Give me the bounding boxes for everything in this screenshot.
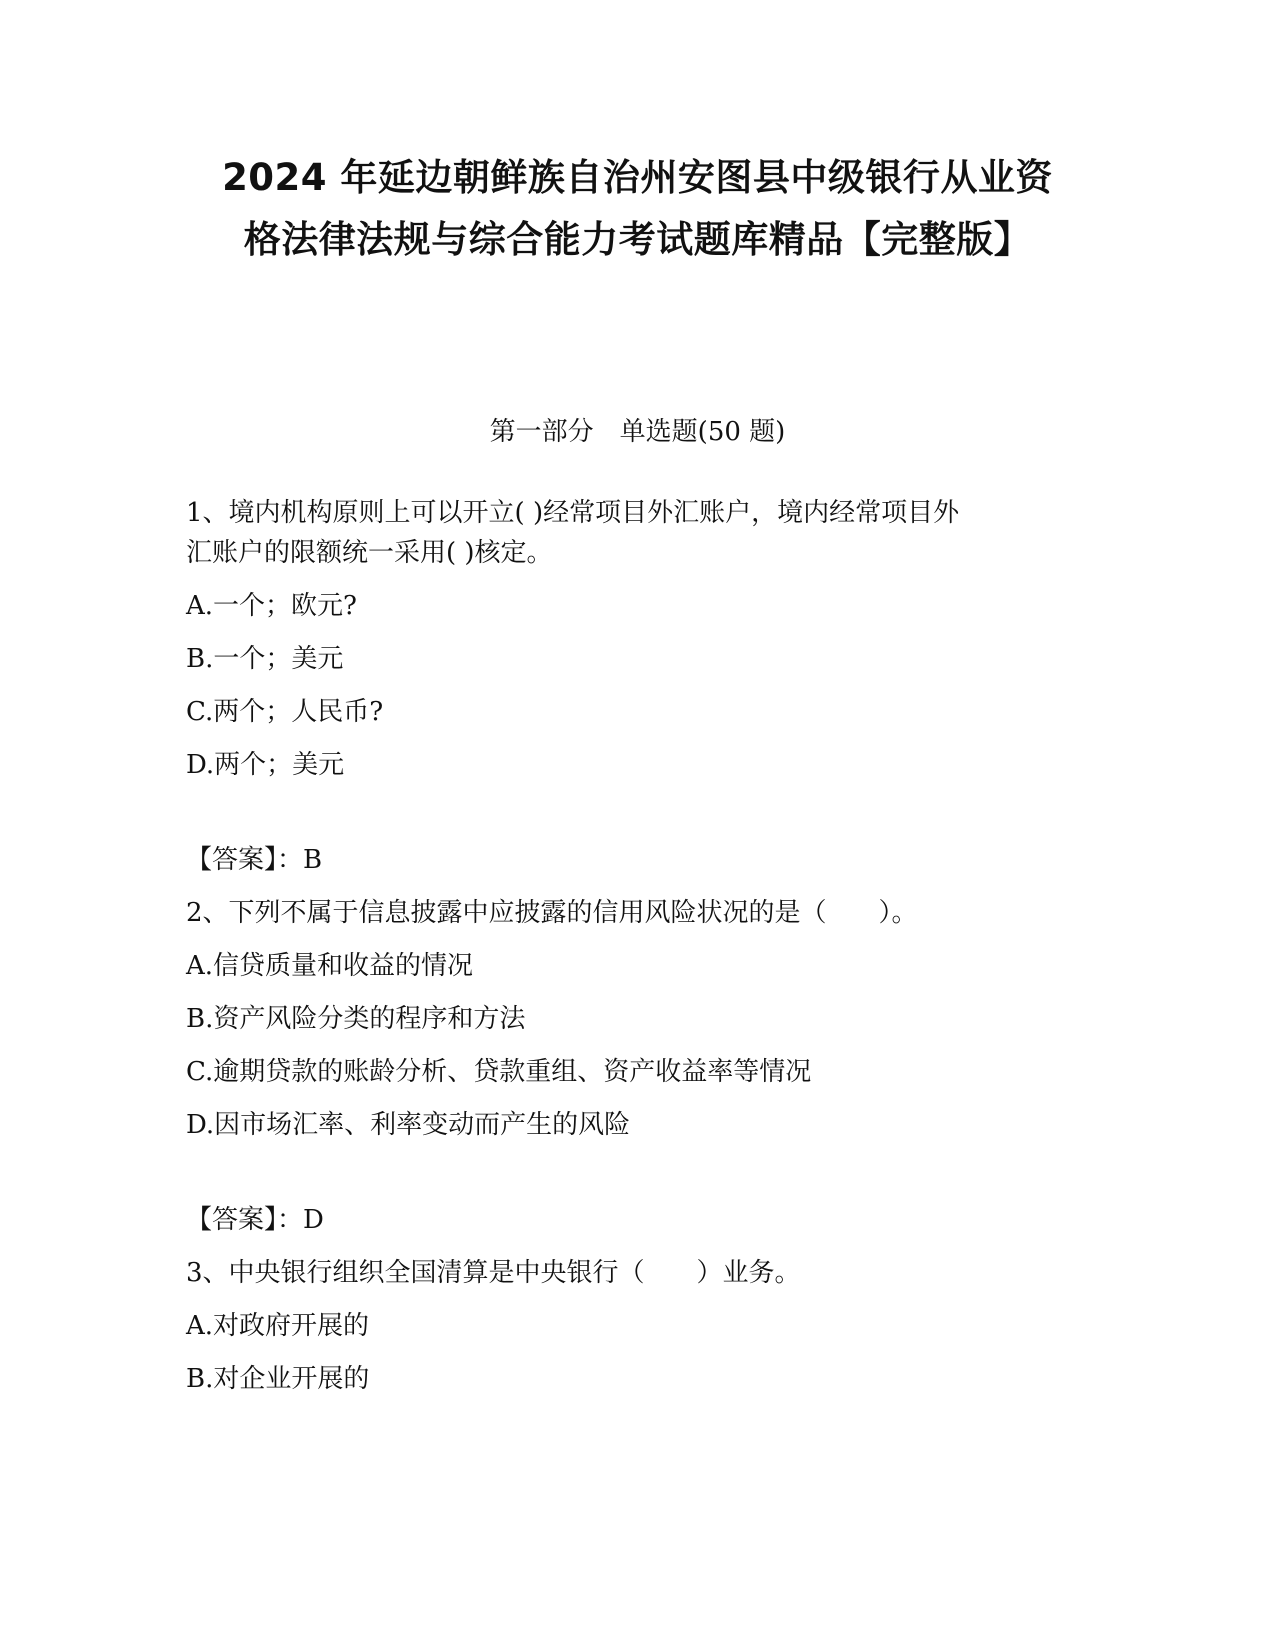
document-title-line-2: 格法律法规与综合能力考试题库精品【完整版】 [243, 218, 1032, 261]
question-1-option-b: B.一个；美元 [186, 644, 344, 674]
question-1-stem-line-2: 汇账户的限额统一采用( )核定。 [186, 538, 553, 568]
question-1-option-a: A.一个；欧元? [186, 591, 357, 621]
question-3-option-b: B.对企业开展的 [186, 1364, 370, 1394]
question-1-option-c: C.两个；人民币? [186, 697, 384, 727]
question-1-stem-line-1: 1、境内机构原则上可以开立( )经常项目外汇账户，境内经常项目外 [186, 498, 960, 528]
question-1-option-d: D.两个；美元 [186, 750, 345, 780]
section-heading: 第一部分 单选题(50 题) [489, 417, 786, 447]
question-2-option-a: A.信贷质量和收益的情况 [186, 951, 474, 981]
question-1-answer: 【答案】：B [186, 845, 323, 875]
document-title-line-1: 2024 年延边朝鲜族自治州安图县中级银行从业资 [222, 156, 1053, 199]
question-2-option-b: B.资产风险分类的程序和方法 [186, 1004, 526, 1034]
question-2-option-c: C.逾期贷款的账龄分析、贷款重组、资产收益率等情况 [186, 1057, 812, 1087]
question-3-stem: 3、中央银行组织全国清算是中央银行（ ）业务。 [186, 1258, 801, 1288]
question-2-stem: 2、下列不属于信息披露中应披露的信用风险状况的是（ ）。 [186, 898, 918, 928]
question-2-answer: 【答案】：D [186, 1205, 324, 1235]
question-3-option-a: A.对政府开展的 [186, 1311, 370, 1341]
question-2-option-d: D.因市场汇率、利率变动而产生的风险 [186, 1110, 631, 1140]
